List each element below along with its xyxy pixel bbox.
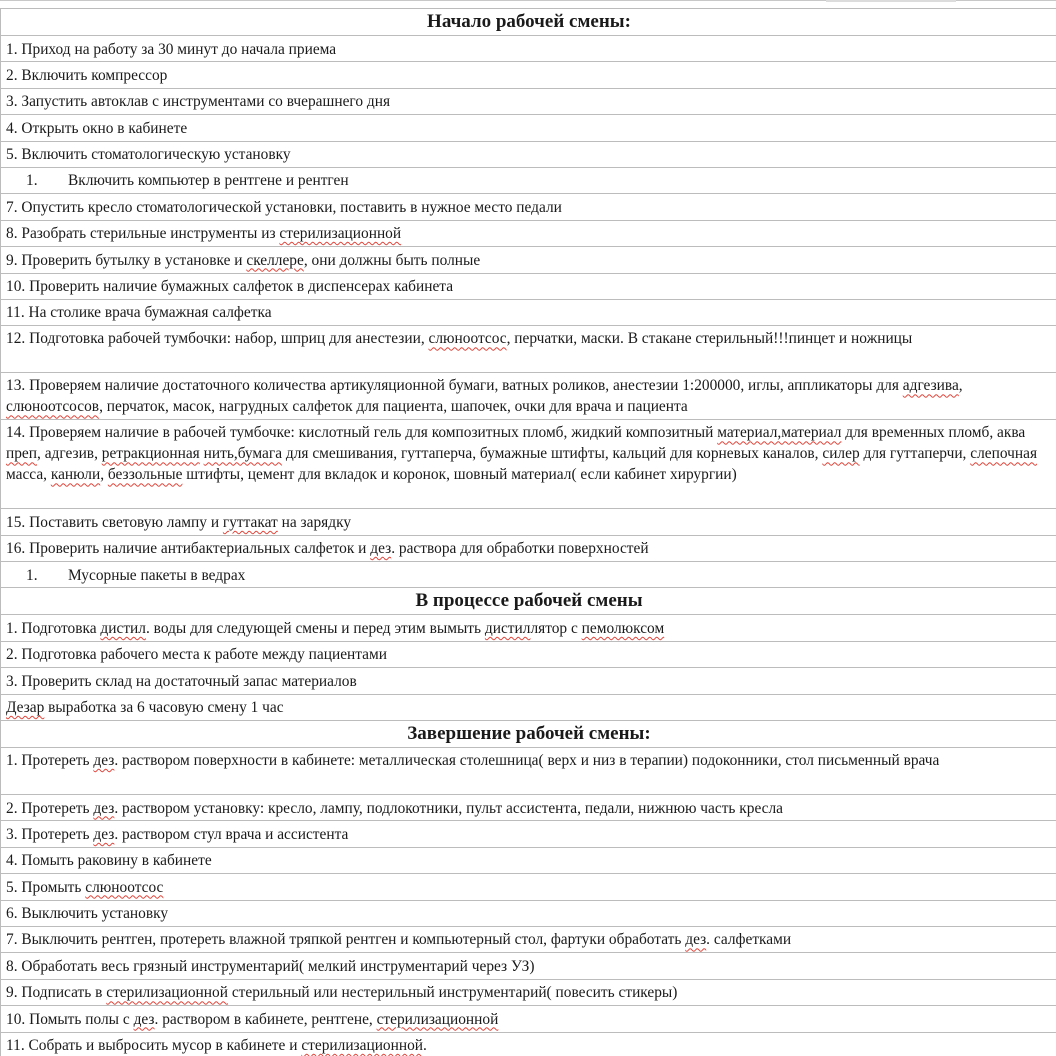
list-number: 1. bbox=[26, 566, 38, 584]
table-row bbox=[1, 273, 1056, 299]
table-row bbox=[1, 1006, 1056, 1032]
spellcheck-underline: силер bbox=[822, 445, 860, 463]
spellcheck-underline: стерилизационной bbox=[279, 225, 402, 243]
top-edge-tab bbox=[826, 0, 956, 2]
spellcheck-underline: дез bbox=[133, 1010, 155, 1028]
table-row bbox=[1, 167, 1056, 193]
section-heading-during-shift[interactable]: В процессе рабочей смены bbox=[1, 588, 1056, 615]
table-row bbox=[1, 194, 1056, 220]
table-row bbox=[1, 953, 1056, 979]
checklist-item-numbered-list[interactable] bbox=[1, 167, 1056, 193]
checklist-item[interactable]: 15. Поставить световую лампу и гуттакат на зарядку bbox=[1, 509, 1056, 535]
checklist-item[interactable]: 5. Промыть слюноотсос bbox=[1, 874, 1056, 900]
checklist-item[interactable]: 11. На столике врача бумажная салфетка bbox=[1, 299, 1056, 325]
checklist-item[interactable]: 9. Подписать в стерилизационной стерильный или нестерильный инструментарий( повесить стикеры) bbox=[1, 979, 1056, 1005]
checklist-item[interactable]: 8. Обработать весь грязный инструментарий( мелкий инструментарий через УЗ) bbox=[1, 953, 1056, 979]
checklist-item[interactable]: 1. Приход на работу за 30 минут до начала приема bbox=[1, 36, 1056, 62]
table-row bbox=[1, 748, 1056, 795]
spellcheck-underline: дез bbox=[685, 931, 707, 949]
checklist-item[interactable]: 7. Выключить рентген, протереть влажной тряпкой рентген и компьютерный стол, фартуки обработать дез. салфетками bbox=[1, 926, 1056, 952]
checklist-item[interactable]: 1. Подготовка дистил. воды для следующей смены и перед этим вымыть дистиллятор с пемолюксом bbox=[1, 615, 1056, 641]
table-row bbox=[1, 141, 1056, 167]
checklist-item[interactable]: 6. Выключить установку bbox=[1, 900, 1056, 926]
table-row bbox=[1, 373, 1056, 420]
spellcheck-underline: дез bbox=[93, 825, 115, 843]
checklist-item[interactable]: 3. Протереть дез. раствором стул врача и ассистента bbox=[1, 821, 1056, 847]
table-row bbox=[1, 615, 1056, 641]
list-number: 1. bbox=[26, 172, 38, 190]
table-row bbox=[1, 847, 1056, 873]
table-row bbox=[1, 795, 1056, 821]
checklist-item[interactable]: 11. Собрать и выбросить мусор в кабинете и стерилизационной. bbox=[1, 1032, 1056, 1056]
spellcheck-underline: слепочная bbox=[970, 445, 1038, 463]
checklist-item-numbered-list[interactable] bbox=[1, 562, 1056, 588]
checklist-item[interactable]: 4. Помыть раковину в кабинете bbox=[1, 847, 1056, 873]
checklist-item[interactable]: 7. Опустить кресло стоматологической установки, поставить в нужное место педали bbox=[1, 194, 1056, 220]
spellcheck-underline: скеллере bbox=[246, 251, 304, 269]
checklist-item[interactable]: 13. Проверяем наличие достаточного количества артикуляционной бумаги, ватных роликов, анестезии 1:200000, иглы, аппликаторы для адгезива, слюноотсосов, перчаток, масок, нагрудных салфеток для пациента, шапочек, очки для врача и пациента bbox=[1, 373, 1056, 420]
spellcheck-underline: стерилизационной bbox=[376, 1010, 499, 1028]
section-heading-start-of-shift[interactable]: Начало рабочей смены: bbox=[1, 9, 1056, 36]
checklist-item[interactable]: 14. Проверяем наличие в рабочей тумбочке: кислотный гель для композитных пломб, жидкий композитный материал,материал для временных пломб, аква преп, адгезив, ретракционная нить,бумага для смешивания, гуттаперча, бумажные штифты, кальций для корневых каналов, силер для гуттаперчи, слепочная масса, канюли, беззольные штифты, цемент для вкладок и коронок, шовный материал( если кабинет хирургии) bbox=[1, 420, 1056, 509]
spellcheck-underline: Дезар bbox=[6, 699, 45, 717]
table-row bbox=[1, 299, 1056, 325]
checklist-item[interactable]: 10. Проверить наличие бумажных салфеток в диспенсерах кабинета bbox=[1, 273, 1056, 299]
checklist-item[interactable]: 4. Открыть окно в кабинете bbox=[1, 115, 1056, 141]
table-row bbox=[1, 979, 1056, 1005]
spellcheck-underline: стерилизационной bbox=[301, 1037, 424, 1055]
spellcheck-underline: дистил bbox=[100, 619, 146, 637]
spellcheck-underline: стерилизационной bbox=[106, 984, 228, 1002]
spellcheck-underline: беззольные bbox=[107, 466, 183, 484]
section-heading-row bbox=[1, 9, 1056, 36]
checklist-item[interactable]: 8. Разобрать стерильные инструменты из стерилизационной bbox=[1, 220, 1056, 246]
table-row bbox=[1, 326, 1056, 373]
checklist-item[interactable]: Дезар выработка за 6 часовую смену 1 час bbox=[1, 694, 1056, 720]
spellcheck-underline: дез bbox=[93, 799, 115, 817]
checklist-item[interactable]: 5. Включить стоматологическую установку bbox=[1, 141, 1056, 167]
table-row bbox=[1, 509, 1056, 535]
checklist-item[interactable]: 9. Проверить бутылку в установке и скеллере, они должны быть полные bbox=[1, 247, 1056, 273]
table-row bbox=[1, 926, 1056, 952]
table-row bbox=[1, 821, 1056, 847]
section-heading-end-of-shift[interactable]: Завершение рабочей смены: bbox=[1, 721, 1056, 748]
table-row bbox=[1, 668, 1056, 694]
checklist-item[interactable]: 12. Подготовка рабочей тумбочки: набор, шприц для анестезии, слюноотсос, перчатки, маски. В стакане стерильный!!!пинцет и ножницы bbox=[1, 326, 1056, 373]
spellcheck-underline: дистил bbox=[484, 619, 531, 637]
shift-checklist-table bbox=[0, 8, 1056, 1056]
spellcheck-underline: нить,бумага bbox=[203, 445, 283, 463]
spellcheck-underline: материал,материал bbox=[717, 424, 842, 442]
spellcheck-underline: адгезива bbox=[902, 377, 959, 395]
spellcheck-underline: гуттакат bbox=[222, 513, 278, 531]
table-row bbox=[1, 36, 1056, 62]
spellcheck-underline: канюли bbox=[50, 466, 101, 484]
checklist-item[interactable]: 1. Протереть дез. раствором поверхности в кабинете: металлическая столешница( верх и низ в терапии) подоконники, стол письменный врача bbox=[1, 748, 1056, 795]
table-row bbox=[1, 535, 1056, 561]
table-row bbox=[1, 694, 1056, 720]
spellcheck-underline: преп bbox=[6, 445, 37, 463]
table-row bbox=[1, 247, 1056, 273]
spellcheck-underline: слюноотсос bbox=[428, 330, 507, 348]
table-row bbox=[1, 1032, 1056, 1056]
table-row bbox=[1, 115, 1056, 141]
checklist-item[interactable]: 3. Проверить склад на достаточный запас материалов bbox=[1, 668, 1056, 694]
checklist-item[interactable]: 2. Включить компрессор bbox=[1, 62, 1056, 88]
spellcheck-underline: дез bbox=[93, 752, 115, 770]
table-row bbox=[1, 62, 1056, 88]
list-text: Включить компьютер в рентгене и рентген bbox=[68, 172, 349, 190]
spellcheck-underline: пемолюксом bbox=[581, 619, 665, 637]
table-row bbox=[1, 220, 1056, 246]
table-row bbox=[1, 874, 1056, 900]
table-row bbox=[1, 900, 1056, 926]
section-heading-row bbox=[1, 721, 1056, 748]
table-row bbox=[1, 88, 1056, 114]
list-text: Мусорные пакеты в ведрах bbox=[68, 566, 246, 584]
spellcheck-underline: дез bbox=[370, 540, 392, 558]
table-row bbox=[1, 641, 1056, 667]
checklist-item[interactable]: 2. Подготовка рабочего места к работе между пациентами bbox=[1, 641, 1056, 667]
spellcheck-underline: слюноотсосов bbox=[6, 398, 100, 416]
spellcheck-underline: слюноотсос bbox=[85, 878, 164, 896]
table-row bbox=[1, 562, 1056, 588]
table-row bbox=[1, 420, 1056, 509]
checklist-item[interactable]: 3. Запустить автоклав с инструментами со вчерашнего дня bbox=[1, 88, 1056, 114]
section-heading-row bbox=[1, 588, 1056, 615]
checklist-item[interactable]: 10. Помыть полы с дез. раствором в кабинете, рентгене, стерилизационной bbox=[1, 1006, 1056, 1032]
checklist-item[interactable]: 16. Проверить наличие антибактериальных салфеток и дез. раствора для обработки поверхностей bbox=[1, 535, 1056, 561]
spellcheck-underline: ретракционная bbox=[101, 445, 200, 463]
checklist-item[interactable]: 2. Протереть дез. раствором установку: кресло, лампу, подлокотники, пульт ассистента, педали, нижнюю часть кресла bbox=[1, 795, 1056, 821]
